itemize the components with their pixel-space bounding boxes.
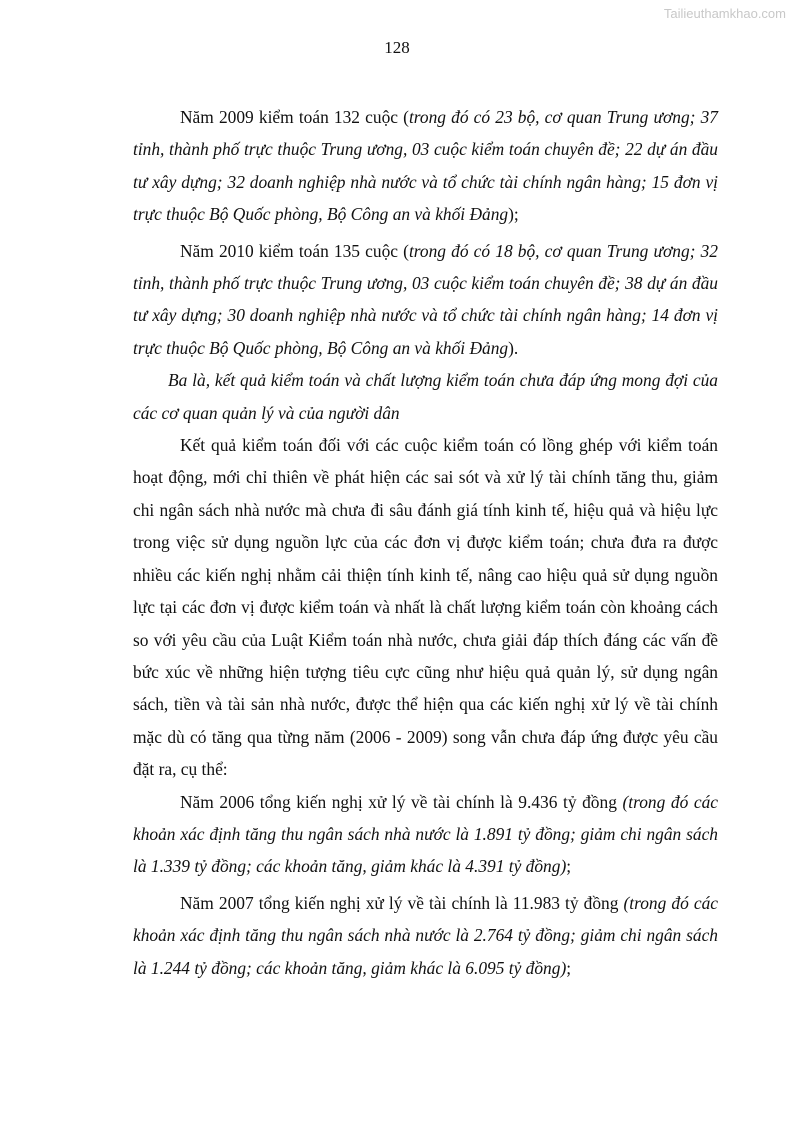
- paragraph-text: Năm 2009 kiểm toán 132 cuộc (: [180, 107, 409, 127]
- paragraph-tail: ;: [566, 856, 572, 877]
- paragraph-tail: ).: [508, 337, 519, 358]
- document-body: [133, 101, 718, 984]
- paragraph-text: Năm 2006 tổng kiến nghị xử lý về tài chính là 9.436 tỷ đồng: [180, 791, 623, 812]
- paragraph-2009-audits: [133, 101, 718, 231]
- paragraph-2006-recommendations: [133, 786, 718, 883]
- paragraph-text: Năm 2010 kiểm toán 135 cuộc (: [180, 240, 409, 261]
- paragraph-tail: );: [508, 204, 519, 225]
- paragraph-2007-recommendations: [133, 887, 718, 984]
- paragraph-text: Năm 2007 tổng kiến nghị xử lý về tài chính là 11.983 tỷ đồng: [180, 892, 624, 913]
- paragraph-2010-audits: [133, 235, 718, 365]
- page-number: 128: [384, 38, 410, 57]
- paragraph-italic-text: trong đó có 18 bộ, cơ quan Trung ương; 32 tỉnh, thành phố trực thuộc Trung ương, 03 cuộc kiểm toán chuyên đề; 38 dự án đầu tư xây dựng; 30 doanh nghiệp nhà nước và tổ chức tài chính ngân hàng; 14 đơn vị trực thuộc Bộ Quốc phòng, Bộ Công an và khối Đảng: [133, 240, 718, 358]
- watermark: Tailieuthamkhao.com: [663, 6, 786, 21]
- paragraph-italic-text: (trong đó các khoản xác định tăng thu ngân sách nhà nước là 2.764 tỷ đồng; giảm chi ngân sách là 1.244 tỷ đồng; các khoản tăng, giảm khác là 6.095 tỷ đồng): [133, 892, 718, 978]
- paragraph-tail: ;: [566, 957, 572, 978]
- heading-italic-text: Ba là, kết quả kiểm toán và chất lượng kiểm toán chưa đáp ứng mong đợi của các cơ quan quản lý và của người dân: [133, 370, 718, 423]
- paragraph-italic-text: trong đó có 23 bộ, cơ quan Trung ương; 37 tỉnh, thành phố trực thuộc Trung ương, 03 cuộc kiểm toán chuyên đề; 22 dự án đầu tư xây dựng; 32 doanh nghiệp nhà nước và tổ chức tài chính ngân hàng; 15 đơn vị trực thuộc Bộ Quốc phòng, Bộ Công an và khối Đảng: [133, 107, 718, 225]
- paragraph-text: Kết quả kiểm toán đối với các cuộc kiểm toán có lồng ghép với kiểm toán hoạt động, mới chỉ thiên về phát hiện các sai sót và xử lý tài chính tăng thu, giảm chi ngân sách nhà nước mà chưa đi sâu đánh giá tính kinh tế, hiệu quả và hiệu lực trong việc sử dụng nguồn lực của các đơn vị được kiểm toán; chưa đưa ra được nhiều các kiến nghị nhằm cải thiện tính kinh tế, nâng cao hiệu quả sử dụng nguồn lực tại các đơn vị được kiểm toán và nhất là chất lượng kiểm toán còn khoảng cách so với yêu cầu của Luật Kiểm toán nhà nước, chưa giải đáp thích đáng các vấn đề bức xúc về những hiện tượng tiêu cực cũng như hiệu quả quản lý, sử dụng ngân sách, tiền và tài sản nhà nước, được thể hiện qua các kiến nghị xử lý về tài chính mặc dù có tăng qua từng năm (2006 - 2009) song vẫn chưa đáp ứng được yêu cầu đặt ra, cụ thể:: [133, 435, 718, 780]
- paragraph-italic-text: (trong đó các khoản xác định tăng thu ngân sách nhà nước là 1.891 tỷ đồng; giảm chi ngân sách là 1.339 tỷ đồng; các khoản tăng, giảm khác là 4.391 tỷ đồng): [133, 791, 718, 877]
- paragraph-audit-results: [133, 429, 718, 785]
- section-heading-third-point: [133, 364, 718, 429]
